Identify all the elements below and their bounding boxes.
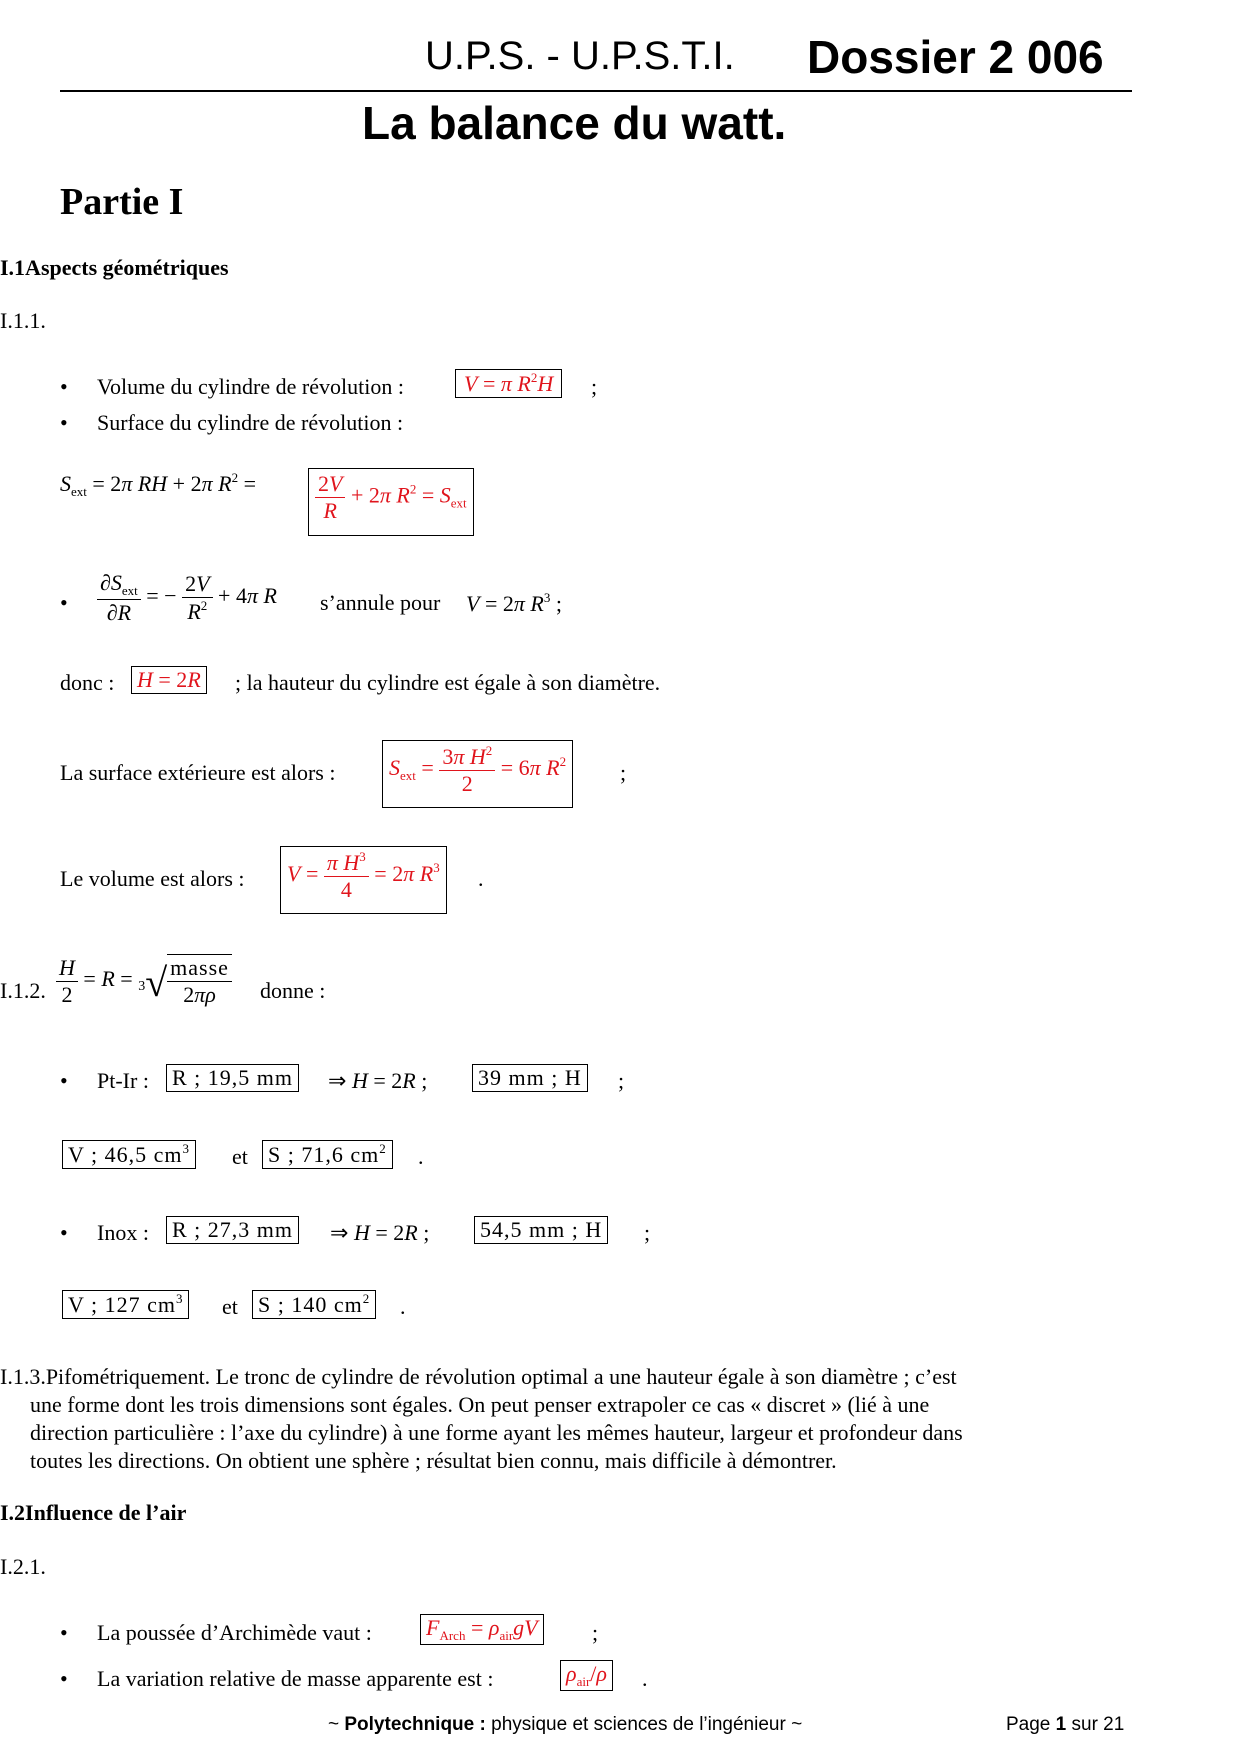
inox-height-relation: ⇒ H = 2R ; [330, 1220, 430, 1245]
inox-volume-box: V ; 127 $cm^3$ [62, 1290, 189, 1319]
surface-alors-text: La surface extérieure est alors : [60, 760, 336, 785]
paragraph-line: I.1.3.Pifométriquement. Le tronc de cylindre de révolution optimal a une hauteur égale à son diamètre ; c’est [0, 1364, 957, 1389]
mass-variation-label: La variation relative de masse apparente est : [97, 1666, 494, 1691]
surface-result-box: $S_{ext}$ = $\frac{3\pi H^2}{2}$ = 6π $R^2$ [382, 740, 573, 808]
bullet: • [60, 1220, 68, 1245]
radius-equation: $\frac{H}{2}$ = R = 3√ $\frac{\text{masse}}{2\pi\rho}$ [56, 954, 232, 1008]
ptir-height-box: 39 mm ; H [472, 1064, 588, 1092]
semicolon: ; [592, 1620, 599, 1645]
bullet: • [60, 590, 68, 615]
question-number: I.1.2. [0, 978, 46, 1003]
semicolon: ; [591, 374, 598, 399]
bullet: • [60, 1666, 68, 1691]
ptir-surface-box: S ; 71,6 $cm^2$ [262, 1140, 393, 1169]
inox-surface-box: S ; 140 $cm^2$ [252, 1290, 376, 1319]
inox-height-box: 54,5 mm ; H [474, 1216, 608, 1244]
paragraph-line: direction particulière : l’axe du cylindre) à une forme ayant les mêmes hauteur, largeur et profondeur dans [30, 1420, 963, 1445]
surface-formula-box: $\frac{2V}{R}$ + 2π $R^2 = S_{ext}$ [308, 468, 474, 536]
surface-label: Surface du cylindre de révolution : [97, 410, 404, 435]
donc-text: ; la hauteur du cylindre est égale à son diamètre. [235, 670, 661, 695]
ptir-height-relation: ⇒ H = 2R ; [328, 1068, 428, 1093]
header-right: Dossier 2 006 [807, 31, 1104, 83]
mass-variation-box: $\rho_{air}/\rho$ [560, 1660, 613, 1691]
derivative-equation: $\frac{\partial S_{ext}}{\partial R}$ = − $\frac{2V}{R^2}$ + 4π R [97, 570, 277, 626]
volume-result-box: V = $\frac{\pi H^3}{4}$ = 2π $R^3$ [280, 846, 447, 914]
section-heading-1: I.1Aspects géométriques [0, 255, 229, 280]
donne-text: donne : [260, 978, 326, 1003]
surface-equation: $S_{ext} = 2\pi$ RH + 2π $R^2$ = [60, 470, 256, 499]
semicolon: ; [644, 1220, 651, 1245]
bullet: • [60, 410, 68, 435]
donc-label: donc : [60, 670, 115, 695]
question-number: I.1.1. [0, 308, 46, 333]
part-title: Partie I [60, 181, 184, 223]
page-title: La balance du watt. [362, 97, 787, 149]
inox-radius-box: R ; 27,3 mm [166, 1216, 299, 1244]
semicolon: ; [620, 760, 627, 785]
volume-label: Volume du cylindre de révolution : [97, 374, 404, 399]
paragraph-line: une forme dont les trois dimensions sont égales. On peut penser extrapoler ce cas « discret » (lié à une [30, 1392, 930, 1417]
question-number: I.2.1. [0, 1554, 46, 1579]
section-heading-2: I.2Influence de l’air [0, 1500, 187, 1525]
archimede-label: La poussée d’Archimède vaut : [97, 1620, 372, 1645]
cancel-equation: V = 2π $R^3$ ; [466, 590, 562, 616]
volume-formula-box: V = π $R^2H$ [455, 369, 562, 398]
paragraph-line: toutes les directions. On obtient une sphère ; résultat bien connu, mais difficile à démontrer. [30, 1448, 837, 1473]
et-text: et [222, 1294, 238, 1319]
archimede-formula-box: $F_{Arch} = \rho_{air}gV$ [420, 1614, 544, 1645]
period: . [642, 1666, 648, 1691]
page-number: Page 1 sur 21 [1006, 1714, 1125, 1735]
volume-alors-text: Le volume est alors : [60, 866, 245, 891]
bullet: • [60, 1620, 68, 1645]
header-left: U.P.S. - U.P.S.T.I. [425, 34, 735, 78]
period: . [400, 1294, 406, 1319]
footer-text: ~ Polytechnique : physique et sciences de l’ingénieur ~ [328, 1714, 803, 1735]
cancel-text: s’annule pour [320, 590, 441, 615]
ptir-radius-box: R ; 19,5 mm [166, 1064, 299, 1092]
inox-label: Inox : [97, 1220, 149, 1245]
ptir-volume-box: V ; 46,5 $cm^3$ [62, 1140, 196, 1169]
header-rule [60, 90, 1132, 92]
bullet: • [60, 374, 68, 399]
ptir-label: Pt-Ir : [97, 1068, 149, 1093]
period: . [418, 1144, 424, 1169]
et-text: et [232, 1144, 248, 1169]
height-formula-box: H = 2R [131, 666, 207, 694]
semicolon: ; [618, 1068, 625, 1093]
period: . [478, 866, 484, 891]
bullet: • [60, 1068, 68, 1093]
